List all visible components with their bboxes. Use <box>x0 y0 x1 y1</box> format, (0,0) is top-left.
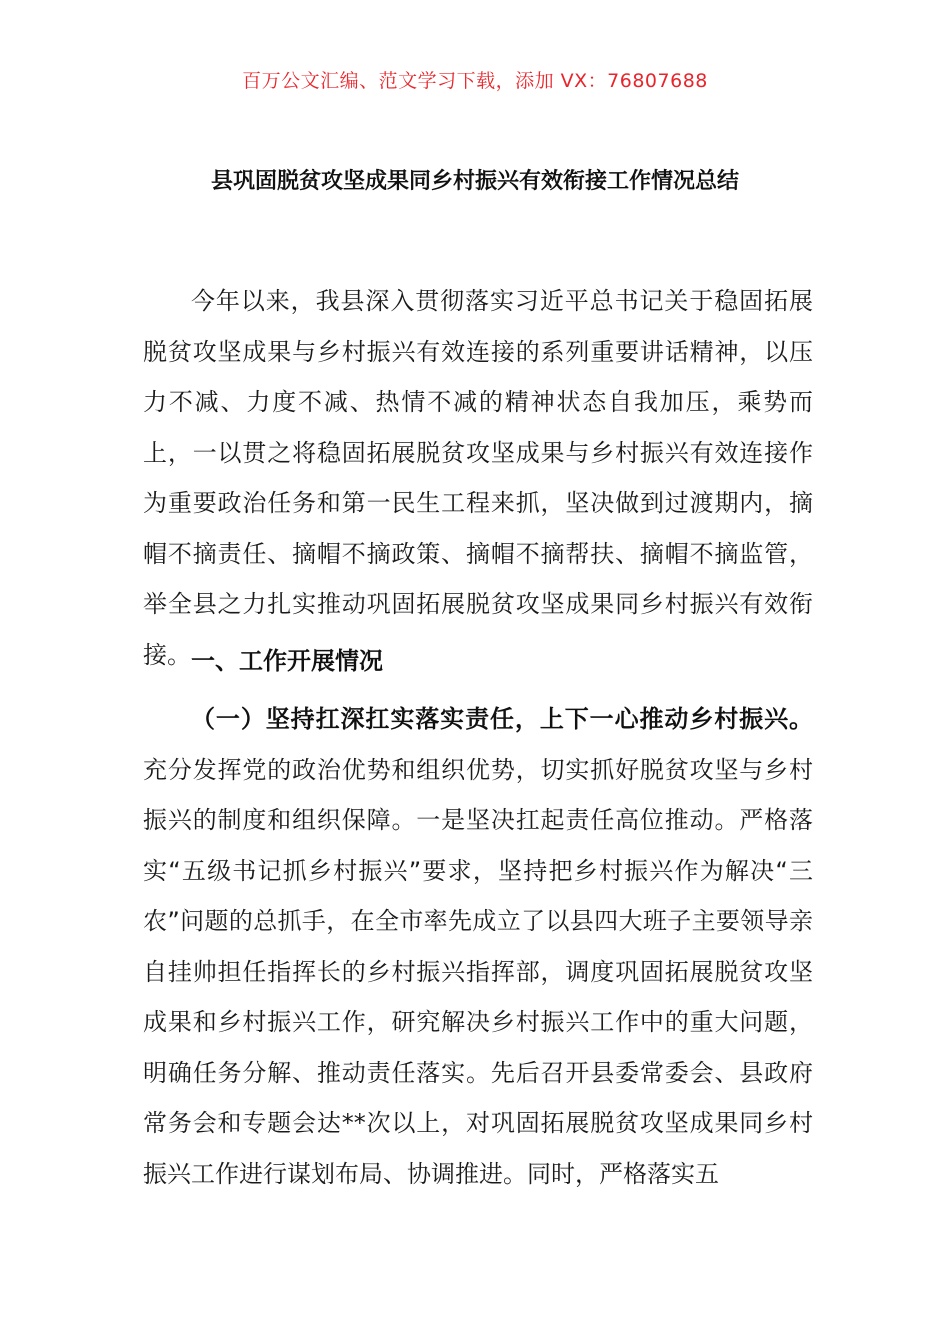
subsection-paragraph <box>143 694 813 1199</box>
intro-paragraph: 今年以来，我县深入贯彻落实习近平总书记关于稳固拓展脱贫攻坚成果与乡村振兴有效连接的系列重要讲话精神，以压力不减、力度不减、热情不减的精神状态自我加压，乘势而上，一以贯之将稳固拓展脱贫攻坚成果与乡村振兴有效连接作为重要政治任务和第一民生工程来抓，坚决做到过渡期内，摘帽不摘责任、摘帽不摘政策、摘帽不摘帮扶、摘帽不摘监管，举全县之力扎实推动巩固拓展脱贫攻坚成果同乡村振兴有效衔接。 <box>143 287 813 669</box>
subsection-heading: （一）坚持扛深扛实落实责任，上下一心推动乡村振兴。 <box>191 705 813 733</box>
header-banner: 百万公文汇编、范文学习下载，添加 VX：76807688 <box>242 70 708 92</box>
section-heading: 一、工作开展情况 <box>191 647 383 675</box>
document-title: 县巩固脱贫攻坚成果同乡村振兴有效衔接工作情况总结 <box>210 169 739 194</box>
subsection-body: 充分发挥党的政治优势和组织优势，切实抓好脱贫攻坚与乡村振兴的制度和组织保障。一是坚决扛起责任高位推动。严格落实“五级书记抓乡村振兴”要求，坚持把乡村振兴作为解决“三农”问题的总抓手，在全市率先成立了以县四大班子主要领导亲自挂帅担任指挥长的乡村振兴指挥部，调度巩固拓展脱贫攻坚成果和乡村振兴工作，研究解决乡村振兴工作中的重大问题，明确任务分解、推动责任落实。先后召开县委常委会、县政府常务会和专题会达**次以上，对巩固拓展脱贫攻坚成果同乡村振兴工作进行谋划布局、协调推进。同时，严格落实五 <box>143 755 813 1188</box>
